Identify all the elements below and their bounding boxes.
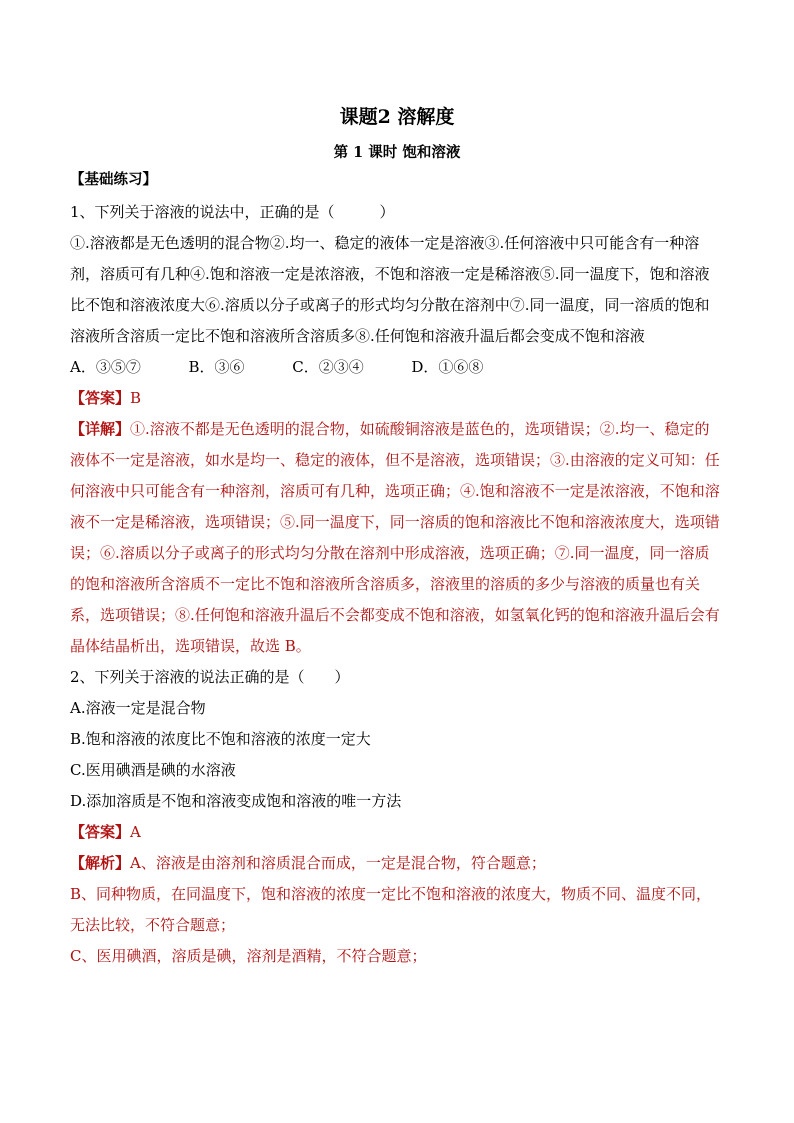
question-1-options: A．③⑤⑦ B．③⑥ C．②③④ D．①⑥⑧ bbox=[70, 358, 484, 376]
answer-label: 【答案】 bbox=[70, 389, 131, 407]
question-2-option-a: A.溶液一定是混合物 bbox=[70, 699, 206, 717]
explanation-a: A、溶液是由溶剂和溶质混合而成，一定是混合物，符合题意； bbox=[130, 854, 546, 872]
explanation-text: ①.溶液不都是无色透明的混合物，如硫酸铜溶液是蓝色的，选项错误；②.均一、稳定的液体不一定是溶液，如水是均一、稳定的液体，但不是溶液，选项错误；③.由溶液的定义可知：任何溶液中只可能含有一种溶剂，溶质可有几种，选项正确；④.饱和溶液不一定是浓溶液，不饱和溶液不一定是稀溶液，选项错误；⑤.同一温度下，同一溶质的饱和溶液比不饱和溶液浓度大，选项错误；⑥.溶质以分子或离子的形式均匀分散在溶剂中形成溶液，选项正确；⑦.同一温度，同一溶质的饱和溶液所含溶质不一定比不饱和溶液所含溶质多，溶液里的溶质的多少与溶液的质量也有关系，选项错误；⑧.任何饱和溶液升温后不会都变成不饱和溶液，如氢氧化钙的饱和溶液升温后会有晶体结晶析出，选项错误，故选 B。 bbox=[70, 420, 720, 655]
question-1 bbox=[70, 197, 724, 662]
explanation-label: 【解析】 bbox=[70, 854, 131, 872]
question-2-option-d: D.添加溶质是不饱和溶液变成饱和溶液的唯一方法 bbox=[70, 792, 402, 810]
question-1-body: ①.溶液都是无色透明的混合物②.均一、稳定的液体一定是溶液③.任何溶液中只可能含有一种溶剂，溶质可有几种④.饱和溶液一定是浓溶液，不饱和溶液一定是稀溶液⑤.同一温度下，饱和溶液比不饱和溶液浓度大⑥.溶质以分子或离子的形式均匀分散在溶剂中⑦.同一温度，同一溶质的饱和溶液所含溶质一定比不饱和溶液所含溶质多⑧.任何饱和溶液升温后都会变成不饱和溶液 bbox=[70, 234, 710, 345]
question-2 bbox=[70, 662, 724, 972]
document-subtitle: 第 1 课时 饱和溶液 bbox=[333, 144, 461, 161]
question-1-stem: 1、下列关于溶液的说法中，正确的是（ ） bbox=[70, 203, 395, 221]
explanation-c: C、医用碘酒，溶质是碘，溶剂是酒精，不符合题意； bbox=[70, 947, 427, 965]
answer-value: B bbox=[130, 389, 142, 407]
question-2-option-c: C.医用碘酒是碘的水溶液 bbox=[70, 761, 236, 779]
answer-value: A bbox=[130, 823, 141, 841]
question-2-answer bbox=[70, 817, 724, 848]
explanation-label: 【详解】 bbox=[70, 420, 131, 438]
section-heading: 【基础练习】 bbox=[70, 171, 157, 188]
question-1-explanation bbox=[70, 414, 724, 662]
answer-label: 【答案】 bbox=[70, 823, 131, 841]
question-2-stem: 2、下列关于溶液的说法正确的是（ ） bbox=[70, 668, 350, 686]
question-1-answer bbox=[70, 383, 724, 414]
explanation-b: B、同种物质，在同温度下，饱和溶液的浓度一定比不饱和溶液的浓度大，物质不同、温度不同，无法比较，不符合题意； bbox=[70, 885, 712, 934]
question-2-option-b: B.饱和溶液的浓度比不饱和溶液的浓度一定大 bbox=[70, 730, 371, 748]
document-title: 课题2 溶解度 bbox=[339, 106, 455, 128]
question-2-explanation bbox=[70, 848, 724, 879]
